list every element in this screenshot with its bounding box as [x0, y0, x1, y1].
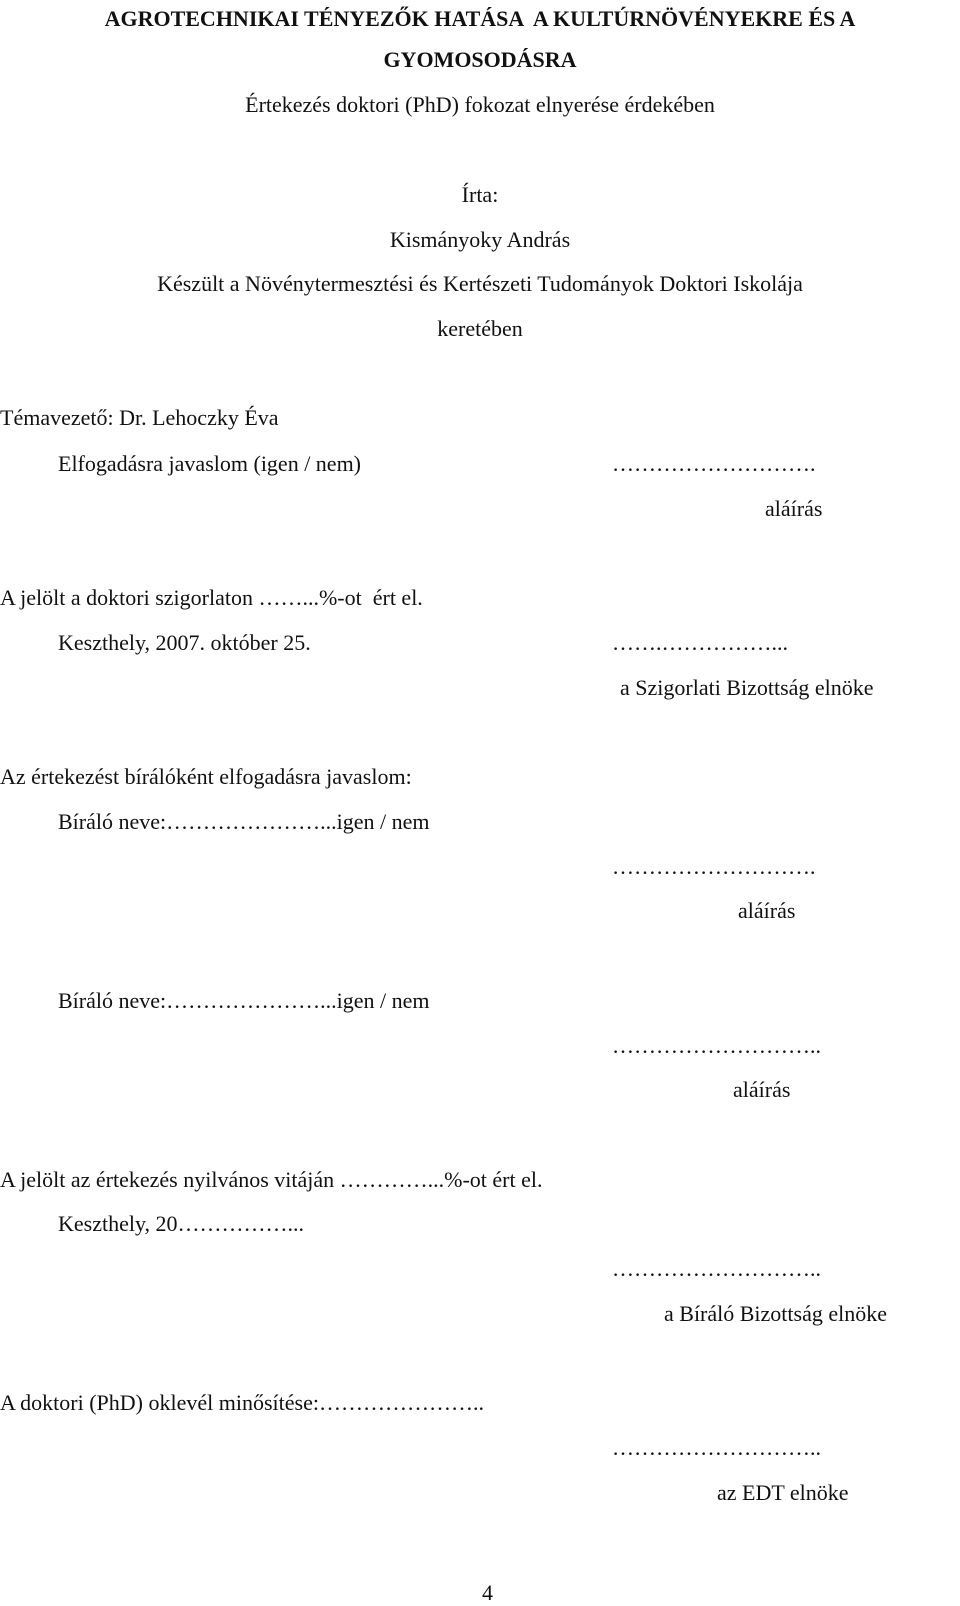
document-subtitle: Értekezés doktori (PhD) fokozat elnyerése érdekében [245, 92, 715, 117]
exam-place-date: Keszthely, 2007. október 25. [58, 630, 311, 655]
school-line2: keretében [437, 316, 523, 341]
diploma-chair-label: az EDT elnöke [717, 1480, 849, 1505]
reviewer2-signature-label: aláírás [733, 1077, 791, 1102]
supervisor-line: Témavezető: Dr. Lehoczky Éva [0, 405, 279, 430]
defense-chair-label: a Bíráló Bizottság elnöke [664, 1301, 887, 1326]
school-line1: Készült a Növénytermesztési és Kertészeti Tudományok Doktori Iskolája [157, 271, 803, 296]
exam-result-line: A jelölt a doktori szigorlaton ……...%-ot ért el. [0, 585, 423, 610]
diploma-chair-dots: ……………………….. [612, 1435, 821, 1460]
defense-result-line: A jelölt az értekezés nyilvános vitáján …………...%-ot ért el. [0, 1167, 543, 1192]
diploma-line: A doktori (PhD) oklevél minősítése:………………….. [0, 1390, 484, 1415]
supervisor-recommend: Elfogadásra javaslom (igen / nem) [58, 451, 362, 476]
defense-chair-dots: ……………………….. [612, 1256, 821, 1281]
reviewer1-signature-label: aláírás [738, 898, 796, 923]
reviewer1-signature-dots: ………………………. [612, 854, 816, 879]
author-label: Írta: [461, 182, 499, 207]
reviewer2-signature-dots: ……………………….. [612, 1033, 821, 1058]
supervisor-signature-dots: ………………………. [612, 451, 816, 476]
document-title-line1: AGROTECHNIKAI TÉNYEZŐK HATÁSA A KULTÚRNÖVÉNYEKRE ÉS A [104, 6, 856, 31]
reviewer1-line: Bíráló neve:…………………...igen / nem [58, 809, 430, 834]
author-name: Kismányoky András [389, 227, 571, 252]
exam-chair-label: a Szigorlati Bizottság elnöke [620, 675, 874, 700]
reviewers-intro: Az értekezést bírálóként elfogadásra javaslom: [0, 764, 412, 789]
reviewer2-line: Bíráló neve:…………………...igen / nem [58, 988, 430, 1013]
document-title-line2: GYOMOSODÁSRA [383, 47, 577, 72]
supervisor-signature-label: aláírás [765, 496, 823, 521]
page-number: 4 [482, 1580, 493, 1605]
exam-chair-dots: …….……………... [612, 630, 788, 655]
defense-place-date: Keszthely, 20……………... [58, 1211, 305, 1236]
